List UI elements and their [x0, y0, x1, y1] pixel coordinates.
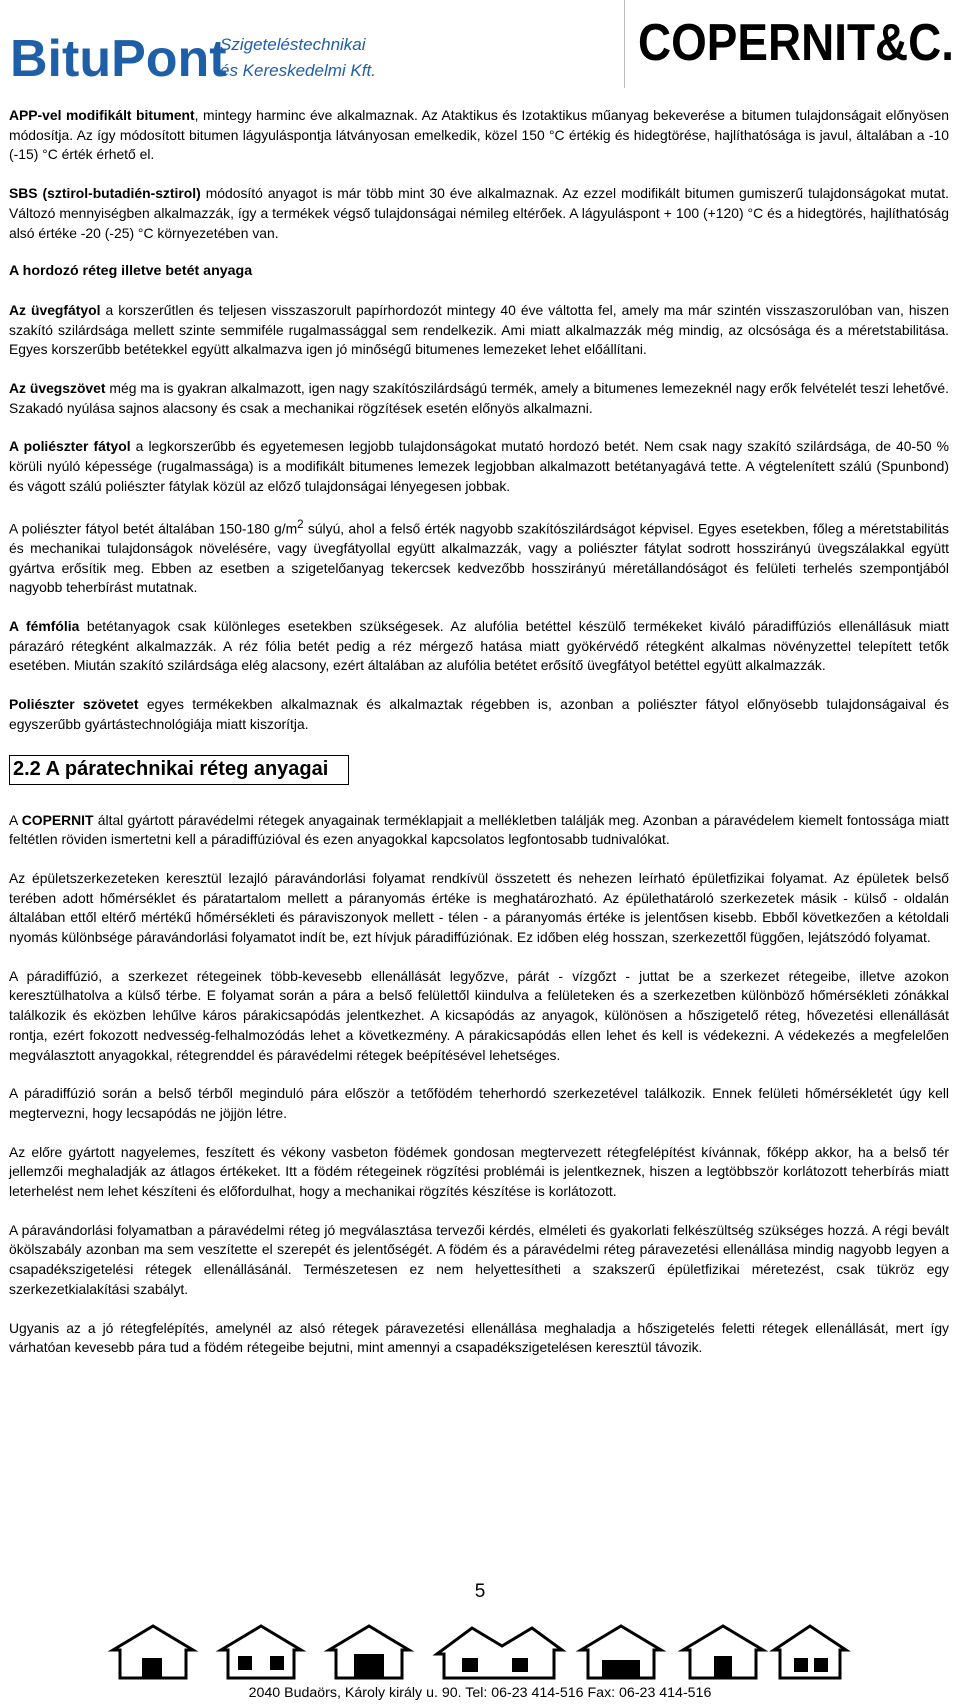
house-icon — [683, 1626, 763, 1678]
footer-address: 2040 Budaörs, Károly király u. 90. Tel: 06-23 414-516 Fax: 06-23 414-516 — [248, 1685, 712, 1701]
logo-left-text: BituPont — [10, 30, 227, 88]
house-icon — [329, 1626, 409, 1678]
bitupont-logo — [8, 18, 376, 90]
header-divider — [624, 0, 625, 88]
paragraph-copernit: A COPERNIT által gyártott páravédelmi rétegek anyagainak terméklapjait a mellékletben találják meg. Azonban a páravédelem kiemelt fontossága miatt feltétlen röviden ismertetni kell a páradiffúzióval és ezen anyagokkal kapcsolatos legfontosabb tudnivalókat. — [9, 811, 950, 848]
paragraph-uvegfatyol: Az üvegfátyol a korszerűtlen és teljesen visszaszorult papírhordozót mintegy 40 éve váltotta fel, amely ma már szintén visszaszorulóban van, hiszen szakító szilárdsága mellett szinte semmiféle rugalmassággal sem rendelkezik. Ami miatt alkalmazzák még mindig, az olcsósága és a méretstabilitása. Egyes korszerűbb betétekkel együtt alkalmazva igen jó minőségű bitumenes lemezeket lehet előállítani. — [9, 301, 949, 358]
paragraph-uvegszovet: Az üvegszövet még ma is gyakran alkalmazott, igen nagy szakítószilárdságú termék, amely a bitumenes lemezeknél nagy erők felvételét teszi lehetővé. Szakadó nyúlása sajnos alacsony és csak a mechanikai rögzítések esetén előnyös alkalmazni. — [9, 380, 949, 416]
paragraph-paravandorlas: Az épületszerkezeteken keresztül lezajló páravándorlási folyamat rendkívül összetett és nehezen leírható épületfizikai folyamat. Az épületek belső terében adott hőmérséklet és páratartalom mellett a páranyomás értéke is meghatározható. Az épülethatároló szerkezetek másik - külső - oldalán általában ettől eltérő mértékű hőmérsékleti és páraviszonyok mellett - télen - a páranyomás értéke is jelentősen kisebb. Ebből következően a kétoldali nyomás különbsége páravándorlási folyamatot indít be, ezt hívjuk páradiffúziónak. Ez időben elég hosszan, szerkezettől függően, lejátszódó folyamat. — [9, 869, 949, 946]
paragraph-poliesztr-suly: A poliészter fátyol betét általában 150-180 $g/m^2$ súlyú, ahol a felső érték nagyobb szakítószilárdságot képvisel. Egyes esetekben, főleg a méretstabilitás és mechanikai tulajdonságok növelésére, vagy üvegfátyollal együtt alkalmazzák, vagy a poliészter fátylat sodrott hosszirányú üvegszálakkal együtt gyártva erősítik meg. Ebben az esetben a szigetelőanyag tekercsek kedvezőbb hosszirányú méretállandóságot és felületi terhelés szempontjából nagyobb teherbírást mutatnak. — [9, 518, 949, 596]
logo-right-text: COPERNIT&C. — [638, 14, 954, 72]
paragraph-retegfelepites: Ugyanis az a jó rétegfelépítés, amelynél az alsó rétegek páravezetési ellenállása meghaladja a hőszigetelés feletti rétegek ellenállását, mert így várhatóan kevesebb pára tud a födém rétegeibe bejutni, mint amennyi a csapadékszigetelésen keresztül távozik. — [9, 1319, 949, 1356]
logo-left-sub1: Szigeteléstechnikai — [220, 35, 366, 54]
house-icon — [113, 1626, 193, 1678]
page-header — [0, 0, 960, 92]
paragraph-paravedelmi: A páravándorlási folyamatban a páravédelmi réteg jó megválasztása tervezői kérdés, elméleti és gyakorlati felkészültség szükséges hozzá. A régi bevált ökölszabály azonban ma sem veszítette el szerepét és jelentőségét. A födém és a páravédelmi réteg páravezetési ellenállása mindig nagyobb legyen a csapadékszigetelési rétegek ellenállásánál. Természetesen ez nem helyettesítheti a szakszerű épületfizikai méretezést, csak tükröz egy szerkezetkialakítási szabályt. — [9, 1221, 949, 1297]
paragraph-paradiffuzio: A páradiffúzió, a szerkezet rétegeinek több-kevesebb ellenállását legyőzve, párát - vízgőzt - juttat be a szerkezet rétegeibe, illetve azokon keresztülhatolva a külső térbe. E folyamat során a pára a belső felülettől kiindulva a felületeken és a szerkezetben különböző hőmérsékleti zónákkal találkozik és eközben lehűlve káros párakicsapódás jelentkezhet. A kicsapódás az anyagok, különösen a hőszigetelő réteg, hővezetési ellenállását rontja, ezért fokozott nedvesség-felhalmozódás lehet a következmény. A párakicsapódás ellen lehet és kell is védekezni. A védekezés a megfelelően megválasztott anyagokkal, rétegrenddel és páravédelmi rétegek beépítésével lehetséges. — [9, 967, 949, 1063]
paragraph-nagyelemes: Az előre gyártott nagyelemes, feszített és vékony vasbeton födémek gondosan megtervezett rétegfelépítést kívánnak, főképp akkor, ha a belső tér jellemzői meghaladják az átlagos értékeket. Itt a födém rétegeinek rögzítési problémái is jelentkeznek, hiszen a legtöbbször korlátozott teherbírás miatt leterhelést nem lehet készíteni és előfordulhat, hogy a mechanikai rögzítés készítése is korlátozott. — [9, 1143, 949, 1200]
section-title: 2.2 A páratechnikai réteg anyagai — [9, 755, 349, 785]
paragraph-poliesztr-szovet: Poliészter szövetet egyes termékekben alkalmaznak és alkalmaztak régebben is, azonban a poliészter fátyol előnyösebb tulajdonságaival és egyszerűbb gyártástechnológiája miatt kiszorítja. — [9, 696, 949, 732]
copernit-logo — [636, 0, 956, 88]
house-icon — [437, 1628, 562, 1678]
paragraph-sbs: SBS (sztirol-butadién-sztirol) módosító anyagot is már több mint 30 éve alkalmaznak. Az ezzel modifikált bitumen gumiszerű tulajdonságokat mutat. Változó mennyiségben alkalmazzák, így a termékek végső tulajdonságai némileg eltérőek. A lágyuláspont + 100 (+120) °C és a hidegtörés, hajlíthatóság alsó értéke -20 (-25) °C környezetében van. — [9, 185, 949, 241]
footer-house-icons — [108, 1620, 858, 1684]
paragraph-belso-ter: A páradiffúzió során a belső térből meginduló pára először a tetőfödém teherhordó szerkezetével találkozik. Ennek felületi hőmérsékletét úgy kell megtervezni, hogy lecsapódás ne jöjjön létre. — [9, 1085, 949, 1121]
logo-left-sub2: és Kereskedelmi Kft. — [220, 61, 376, 80]
paragraph-femfolia: A fémfólia betétanyagok csak különleges esetekben szükségesek. Az alufólia betéttel készülő termékeket kiváló páradiffúziós ellenállásuk miatt párazáró rétegként alkalmazzák. A réz fólia betét pedig a réz mérgező hatása miatt gyökérvédő rétegként alkalmas növényzettel telepített tetők esetében. Miután szakító szilárdsága elég alacsony, ezért általában az alufólia betétet erősítő üvegfátyol betéttel együtt alkalmazzák. — [9, 617, 949, 674]
page-number: 5 — [474, 1581, 486, 1602]
house-icon — [581, 1626, 661, 1678]
house-icon — [774, 1626, 846, 1678]
paragraph-poliesztr-fatyol: A poliészter fátyol a legkorszerűbb és egyetemesen legjobb tulajdonságokat mutató hordozó betét. Nem csak nagy szakító szilárdsága, de 40-50 % körüli nyúló képessége (rugalmassága) is a modifikált bitumenes lemezek legjobban alkalmazott betétanyagává tette. A végtelenített szálú (Spunbond) és vágott szálú poliészter fátylak közül az előző tulajdonságai lényegesen jobbak. — [9, 438, 950, 494]
document-body — [9, 106, 949, 1358]
heading-hordozo: A hordozó réteg illetve betét anyaga — [9, 263, 253, 280]
house-icon — [221, 1626, 301, 1678]
paragraph-app: APP-vel modifikált bitument, mintegy harminc éve alkalmaznak. Az Ataktikus és Izotaktikus műanyag bekeverése a bitumen tulajdonságait előnyösen módosítja. Az így módosított bitumen lágyuláspontja látványosan emelkedik, közel 150 °C értékig és hidegtörése, hajlíthatósága is javul, általában a -10 (-15) °C érték érhető el. — [9, 107, 949, 163]
